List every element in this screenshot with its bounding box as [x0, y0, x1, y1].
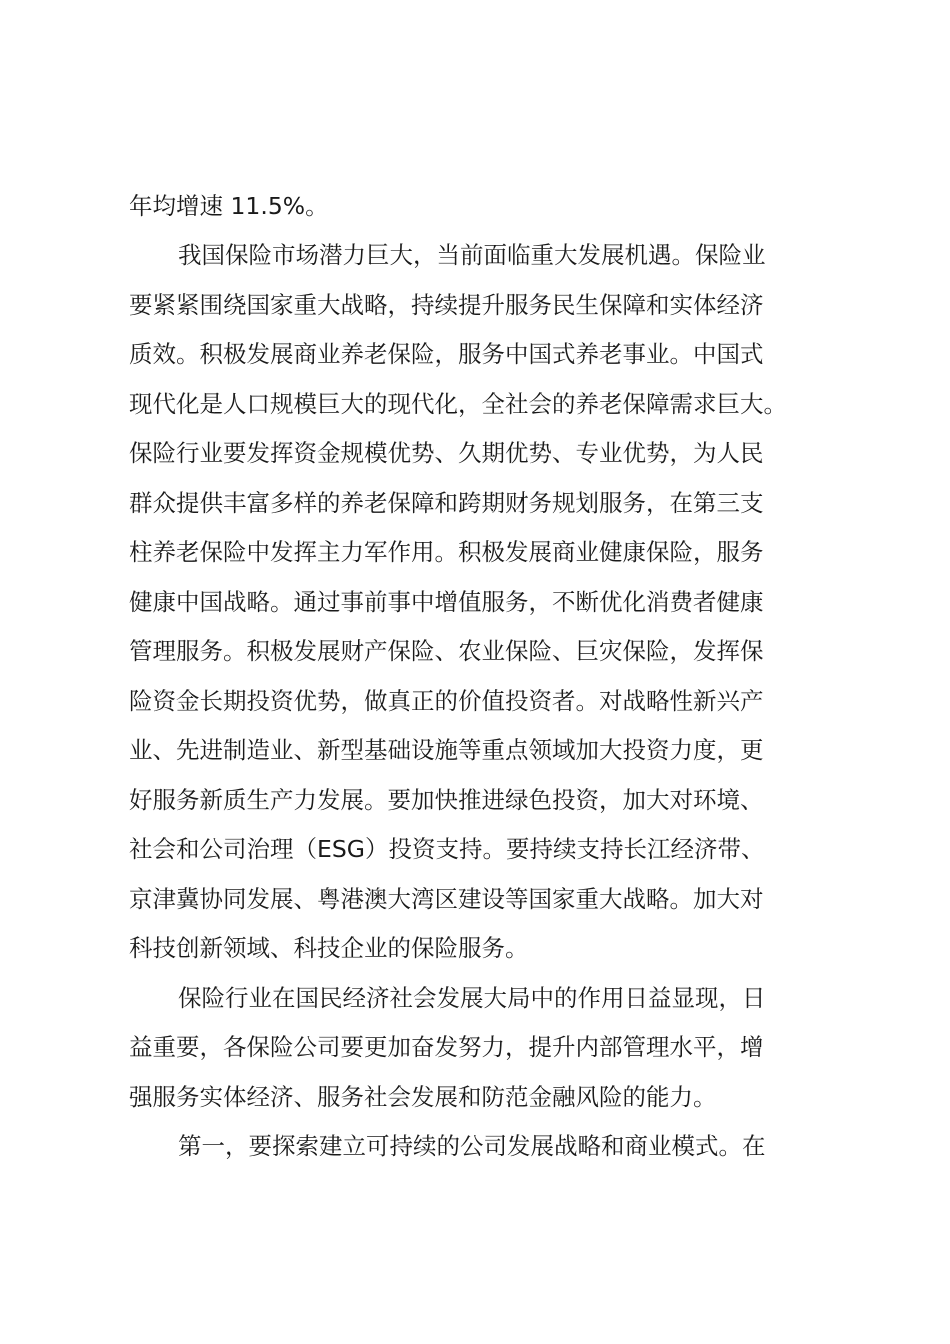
- text-line: 健康中国战略。通过事前事中增值服务，不断优化消费者健康: [129, 588, 764, 616]
- text-line: 群众提供丰富多样的养老保障和跨期财务规划服务，在第三支: [129, 489, 764, 517]
- text-line: 好服务新质生产力发展。要加快推进绿色投资，加大对环境、: [129, 786, 764, 814]
- text-line: 我国保险市场潜力巨大，当前面临重大发展机遇。保险业: [178, 241, 766, 269]
- text-line: 保险行业要发挥资金规模优势、久期优势、专业优势，为人民: [129, 439, 764, 467]
- text-line: 险资金长期投资优势，做真正的价值投资者。对战略性新兴产: [129, 687, 764, 715]
- text-line: 业、先进制造业、新型基础设施等重点领域加大投资力度，更: [129, 736, 764, 764]
- text-line: 益重要，各保险公司要更加奋发努力，提升内部管理水平，增: [129, 1033, 764, 1061]
- text-line: 年均增速 11.5%。: [129, 192, 329, 220]
- text-line: 要紧紧围绕国家重大战略，持续提升服务民生保障和实体经济: [129, 291, 764, 319]
- text-line: 柱养老保险中发挥主力军作用。积极发展商业健康保险，服务: [129, 538, 764, 566]
- text-line: 京津冀协同发展、粤港澳大湾区建设等国家重大战略。加大对: [129, 885, 764, 913]
- text-line: 社会和公司治理（ESG）投资支持。要持续支持长江经济带、: [129, 835, 765, 863]
- text-line: 强服务实体经济、服务社会发展和防范金融风险的能力。: [129, 1083, 717, 1111]
- text-line: 第一，要探索建立可持续的公司发展战略和商业模式。在: [178, 1132, 766, 1160]
- text-line: 管理服务。积极发展财产保险、农业保险、巨灾保险，发挥保: [129, 637, 764, 665]
- text-line: 现代化是人口规模巨大的现代化，全社会的养老保障需求巨大。: [129, 390, 787, 418]
- text-line: 科技创新领域、科技企业的保险服务。: [129, 934, 529, 962]
- text-line: 保险行业在国民经济社会发展大局中的作用日益显现，日: [178, 984, 766, 1012]
- text-line: 质效。积极发展商业养老保险，服务中国式养老事业。中国式: [129, 340, 764, 368]
